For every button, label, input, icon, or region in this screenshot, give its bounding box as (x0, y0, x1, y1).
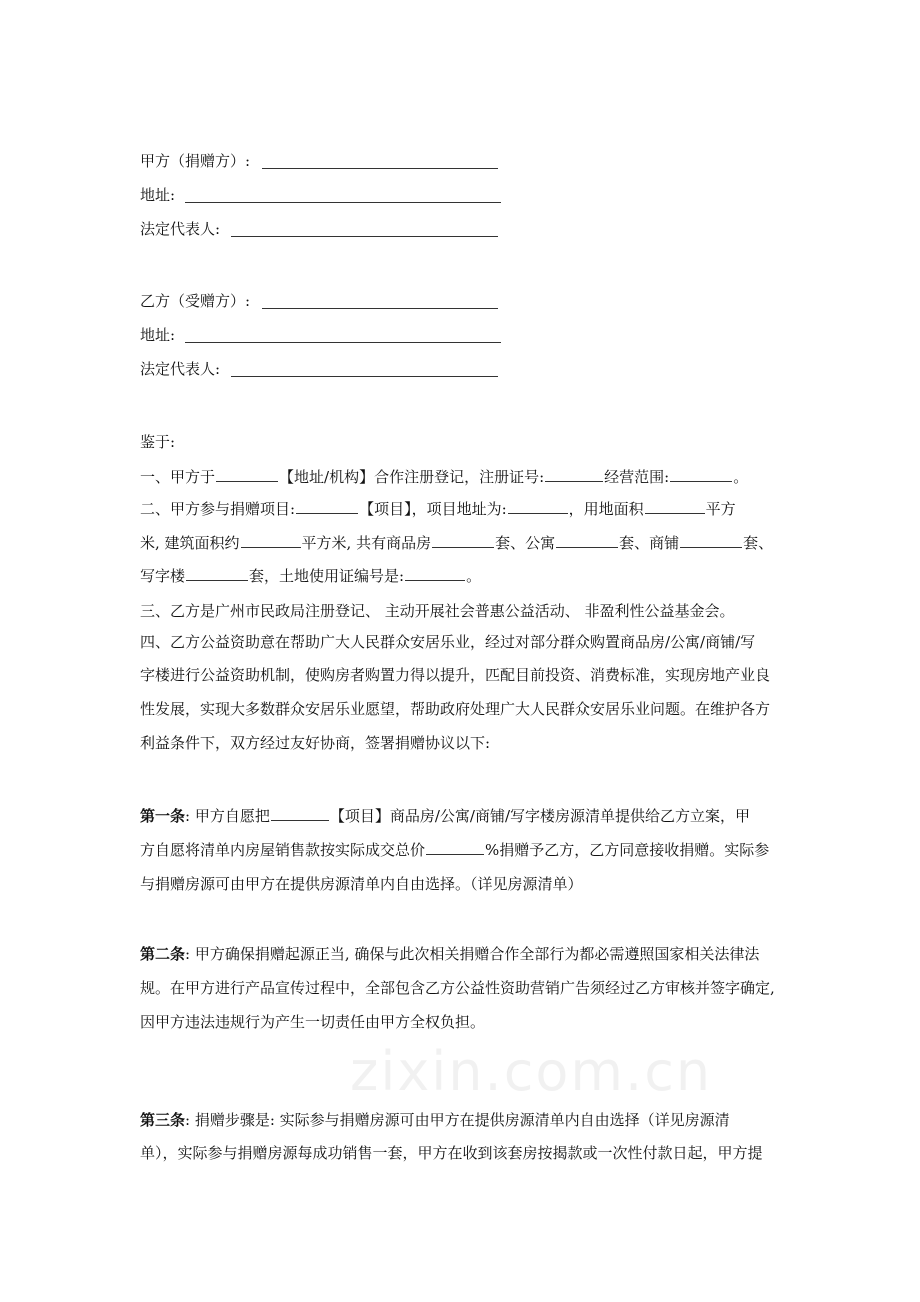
blank-residential-units[interactable] (432, 533, 494, 548)
party-a-rep-field[interactable] (231, 236, 498, 237)
article-2-line-1: 第二条: 甲方确保捐赠起源正当, 确保与此次相关捐赠合作全部行为都必需遵照国家相关法律法 (140, 945, 760, 963)
blank-registration-place[interactable] (216, 467, 278, 482)
recital-item-2-line-3: 写字楼 套，土地使用证编号是: 。 (140, 567, 482, 585)
blank-building-area[interactable] (241, 533, 301, 548)
article-1-line-2: 方自愿将清单内房屋销售款按实际成交总价 %捐赠予乙方，乙方同意接收捐赠。实际参 (140, 841, 770, 859)
article-3-line-1: 第三条: 捐赠步骤是: 实际参与捐赠房源可由甲方在提供房源清单内自由选择（详见房源清 (140, 1111, 730, 1129)
party-b-rep-label: 法定代表人: (140, 360, 221, 378)
blank-project-address[interactable] (508, 499, 568, 514)
party-a-name-label: 甲方（捐赠方）: (140, 152, 251, 170)
blank-land-certificate[interactable] (405, 566, 465, 581)
article-3-title: 第三条 (140, 1111, 186, 1129)
recital-item-1: 一、甲方于 【地址/机构】合作注册登记，注册证号: 经营范围: 。 (140, 468, 749, 486)
article-2-line-2: 规。在甲方进行产品宣传过程中，全部包含乙方公益性资助营销广告须经过乙方审核并签字确定, (140, 979, 775, 997)
article-3-line-2: 单），实际参与捐赠房源每成功销售一套，甲方在收到该套房按揭款或一次性付款日起，甲方提 (140, 1144, 763, 1162)
article-2-line-3: 因甲方违法违规行为产生一切责任由甲方全权负担。 (140, 1013, 486, 1031)
recital-item-3: 三、乙方是广州市民政局注册登记、 主动开展社会普惠公益活动、 非盈利性公益基金会。 (140, 602, 735, 620)
article-1-title: 第一条 (140, 807, 186, 825)
blank-business-scope[interactable] (670, 467, 732, 482)
party-a-name-field[interactable] (262, 168, 498, 169)
party-a-address-label: 地址: (140, 186, 176, 204)
party-b-address-field[interactable] (185, 342, 501, 343)
blank-shop-units[interactable] (680, 533, 742, 548)
recital-item-4-line-4: 利益条件下，双方经过友好协商，签署捐赠协议以下: (140, 734, 491, 752)
recital-item-4-line-2: 字楼进行公益资助机制，使购房者购置力得以提升，匹配目前投资、消费标准，实现房地产业良 (140, 666, 771, 684)
blank-land-area[interactable] (645, 499, 705, 514)
article-1-line-1: 第一条: 甲方自愿把 【项目】商品房/公寓/商铺/写字楼房源清单提供给乙方立案，甲 (140, 807, 751, 825)
recital-item-4-line-3: 性发展，实现大多数群众安居乐业愿望，帮助政府处理广大人民群众安居乐业问题。在维护各方 (140, 700, 771, 718)
recital-item-2-line-2: 米, 建筑面积约 平方米, 共有商品房 套、公寓 套、商铺 套、 (140, 534, 774, 552)
party-b-name-field[interactable] (262, 308, 498, 309)
party-b-rep-field[interactable] (231, 376, 498, 377)
party-b-address-label: 地址: (140, 326, 176, 344)
blank-project-name[interactable] (296, 499, 358, 514)
blank-registration-number[interactable] (545, 467, 603, 482)
recital-item-2-line-1: 二、甲方参与捐赠项目: 【项目】，项目地址为: ，用地面积 平方 (140, 500, 736, 518)
party-a-rep-label: 法定代表人: (140, 220, 221, 238)
party-b-name-label: 乙方（受赠方）: (140, 292, 251, 310)
blank-office-units[interactable] (186, 566, 248, 581)
watermark: zixin.com.cn (350, 1040, 713, 1103)
blank-donation-percent[interactable] (426, 840, 484, 855)
article-2-title: 第二条 (140, 945, 186, 963)
article-1-line-3: 与捐赠房源可由甲方在提供房源清单内自由选择。（详见房源清单） (140, 875, 583, 893)
recital-item-4-line-1: 四、乙方公益资助意在帮助广大人民群众安居乐业，经过对部分群众购置商品房/公寓/商铺/写 (140, 633, 756, 651)
blank-apartment-units[interactable] (556, 533, 618, 548)
blank-article-1-project[interactable] (271, 806, 329, 821)
party-a-address-field[interactable] (185, 202, 501, 203)
recitals-heading: 鉴于: (140, 433, 176, 451)
